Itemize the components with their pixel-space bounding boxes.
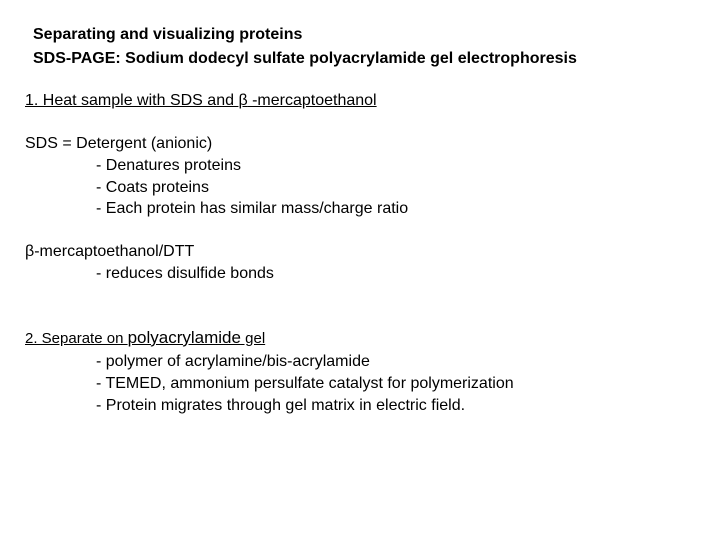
step-2-part-1: 2. Separate on bbox=[25, 330, 128, 347]
step-2-part-2: polyacrylamide bbox=[127, 328, 241, 347]
step-2-point: - TEMED, ammonium persulfate catalyst for polymerization bbox=[96, 375, 514, 392]
title-line-1: Separating and visualizing proteins bbox=[33, 26, 303, 43]
step-2-part-3: gel bbox=[240, 330, 266, 347]
bme-point: - reduces disulfide bonds bbox=[96, 265, 274, 282]
step-1-suffix: -mercaptoethanol bbox=[247, 92, 377, 109]
title-line-2: SDS-PAGE: Sodium dodecyl sulfate polyacrylamide gel electrophoresis bbox=[33, 50, 577, 67]
bme-heading: β-mercaptoethanol/DTT bbox=[25, 243, 195, 260]
sds-point: - Denatures proteins bbox=[96, 157, 241, 174]
beta-symbol: β bbox=[238, 92, 248, 109]
sds-heading: SDS = Detergent (anionic) bbox=[25, 135, 213, 152]
step-1-heading bbox=[25, 91, 377, 111]
sds-point: - Each protein has similar mass/charge ratio bbox=[96, 200, 409, 217]
sds-point: - Coats proteins bbox=[96, 179, 209, 196]
step-2-point: - polymer of acrylamine/bis-acrylamide bbox=[96, 353, 370, 370]
step-2-heading bbox=[25, 328, 265, 349]
step-1-prefix: 1. Heat sample with SDS and bbox=[25, 92, 239, 109]
step-2-point: - Protein migrates through gel matrix in electric field. bbox=[96, 397, 466, 414]
